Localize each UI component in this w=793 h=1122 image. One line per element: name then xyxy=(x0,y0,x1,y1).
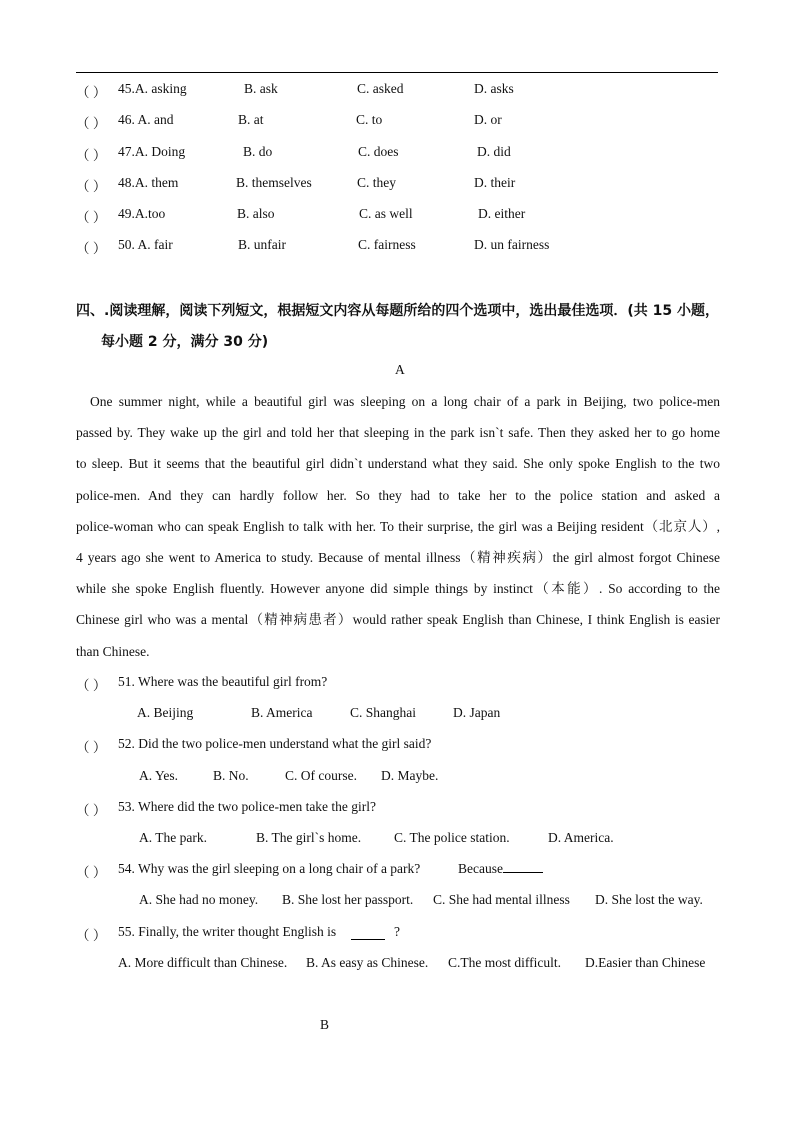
header-rule xyxy=(76,72,718,73)
option-b: B. themselves xyxy=(236,175,312,190)
option-b: B. The girl`s home. xyxy=(256,830,362,845)
question-text: 52. Did the two police-men understand what the girl said? xyxy=(118,736,432,751)
option-b: B. She lost her passport. xyxy=(282,892,414,907)
option-c: C. asked xyxy=(357,81,404,96)
option-b: B. also xyxy=(237,206,275,221)
option-a: 47.A. Doing xyxy=(118,144,186,159)
passage-line: One summer night, while a beautiful girl was sleeping on a long chair of a park in Beijing, two police-men xyxy=(90,394,720,409)
question-text: 54. Why was the girl sleeping on a long chair of a park? xyxy=(118,861,421,876)
answer-paren[interactable]: （ ） xyxy=(76,148,107,163)
option-c: C. as well xyxy=(359,206,413,221)
passage-line: Chinese girl who was a mental（精神病患者）would rather speak English than Chinese, I think English is easier xyxy=(76,612,720,628)
option-b: B. No. xyxy=(213,768,249,783)
option-a: A. The park. xyxy=(139,830,207,845)
answer-blank[interactable] xyxy=(351,924,385,940)
passage-line: 4 years ago she went to America to study. Because of mental illness（精神疾病）the girl almost forgot Chinese xyxy=(76,549,720,565)
option-a: 50. A. fair xyxy=(118,237,173,252)
option-d: D. She lost the way. xyxy=(595,892,703,907)
option-b: B. As easy as Chinese. xyxy=(306,955,429,970)
option-a: A. Beijing xyxy=(137,705,194,720)
section-heading: 四、.阅读理解，阅读下列短文，根据短文内容从每题所给的四个选项中，选出最佳选项．(共 15 小题， xyxy=(76,303,719,319)
passage-line: while she spoke English fluently. However anyone did simple things by instinct（本能）. So according to the xyxy=(76,581,720,597)
option-d: D. Japan xyxy=(453,705,501,720)
answer-blank[interactable] xyxy=(503,872,543,873)
option-a: A. She had no money. xyxy=(139,892,259,907)
option-c: C. fairness xyxy=(358,237,416,252)
option-d: D. their xyxy=(474,175,516,190)
option-c: C. does xyxy=(358,144,399,159)
option-c: C. to xyxy=(356,112,383,127)
question-text: 51. Where was the beautiful girl from? xyxy=(118,674,328,689)
option-d: D. did xyxy=(477,144,511,159)
option-d: D. Maybe. xyxy=(381,768,439,783)
passage-line: police-woman who can speak English to talk with her. To their surprise, the girl was a Beijing resident（北京人）, xyxy=(76,518,720,534)
option-b: B. do xyxy=(243,144,273,159)
answer-paren[interactable]: （ ） xyxy=(76,85,107,100)
passage-line: police-men. And they can hardly follow her. So they had to take her to the police station and asked a xyxy=(76,487,720,503)
option-a: 48.A. them xyxy=(118,175,179,190)
option-a: A. More difficult than Chinese. xyxy=(118,955,288,970)
question-text: 53. Where did the two police-men take the girl? xyxy=(118,799,377,814)
option-d: D.Easier than Chinese xyxy=(585,955,706,970)
answer-paren[interactable]: （ ） xyxy=(76,116,107,131)
option-d: D. asks xyxy=(474,81,514,96)
option-a: 46. A. and xyxy=(118,112,174,127)
option-d: D. either xyxy=(478,206,526,221)
option-a: 49.A.too xyxy=(118,206,166,221)
answer-paren[interactable]: （ ） xyxy=(76,740,107,755)
answer-paren[interactable]: （ ） xyxy=(76,928,107,943)
option-a: A. Yes. xyxy=(139,768,179,783)
answer-paren[interactable]: （ ） xyxy=(76,678,107,693)
passage-a-label: A xyxy=(395,362,405,377)
option-c: C. they xyxy=(357,175,396,190)
option-c: C.The most difficult. xyxy=(448,955,561,970)
option-b: B. America xyxy=(251,705,313,720)
option-d: D. un fairness xyxy=(474,237,550,252)
option-c: C. The police station. xyxy=(394,830,510,845)
passage-a-text xyxy=(76,386,720,667)
option-d: D. America. xyxy=(548,830,614,845)
option-c: C. She had mental illness xyxy=(433,892,570,907)
passage-b-label: B xyxy=(320,1017,330,1032)
answer-paren[interactable]: （ ） xyxy=(76,865,107,880)
passage-line: passed by. They wake up the girl and told her that sleeping in the park isn`t safe. Then they asked her to go home xyxy=(76,425,720,441)
option-c: C. Shanghai xyxy=(350,705,416,720)
option-b: B. at xyxy=(238,112,264,127)
option-d: D. or xyxy=(474,112,502,127)
because-label: Because xyxy=(458,861,503,876)
question-tail: ? xyxy=(394,924,400,939)
option-a: 45.A. asking xyxy=(118,81,187,96)
answer-paren[interactable]: （ ） xyxy=(76,803,107,818)
answer-paren[interactable]: （ ） xyxy=(76,210,107,225)
option-c: C. Of course. xyxy=(285,768,357,783)
option-b: B. ask xyxy=(244,81,278,96)
passage-line: than Chinese. xyxy=(76,643,150,659)
option-b: B. unfair xyxy=(238,237,286,252)
answer-paren[interactable]: （ ） xyxy=(76,241,107,256)
answer-paren[interactable]: （ ） xyxy=(76,179,107,194)
passage-line: to sleep. But it seems that the beautiful girl didn`t understand what they said. She only spoke English to the two xyxy=(76,456,720,472)
question-text: 55. Finally, the writer thought English is xyxy=(118,924,337,939)
section-heading-cont: 每小题 2 分，满分 30 分) xyxy=(101,334,269,350)
question-tail xyxy=(458,861,543,877)
